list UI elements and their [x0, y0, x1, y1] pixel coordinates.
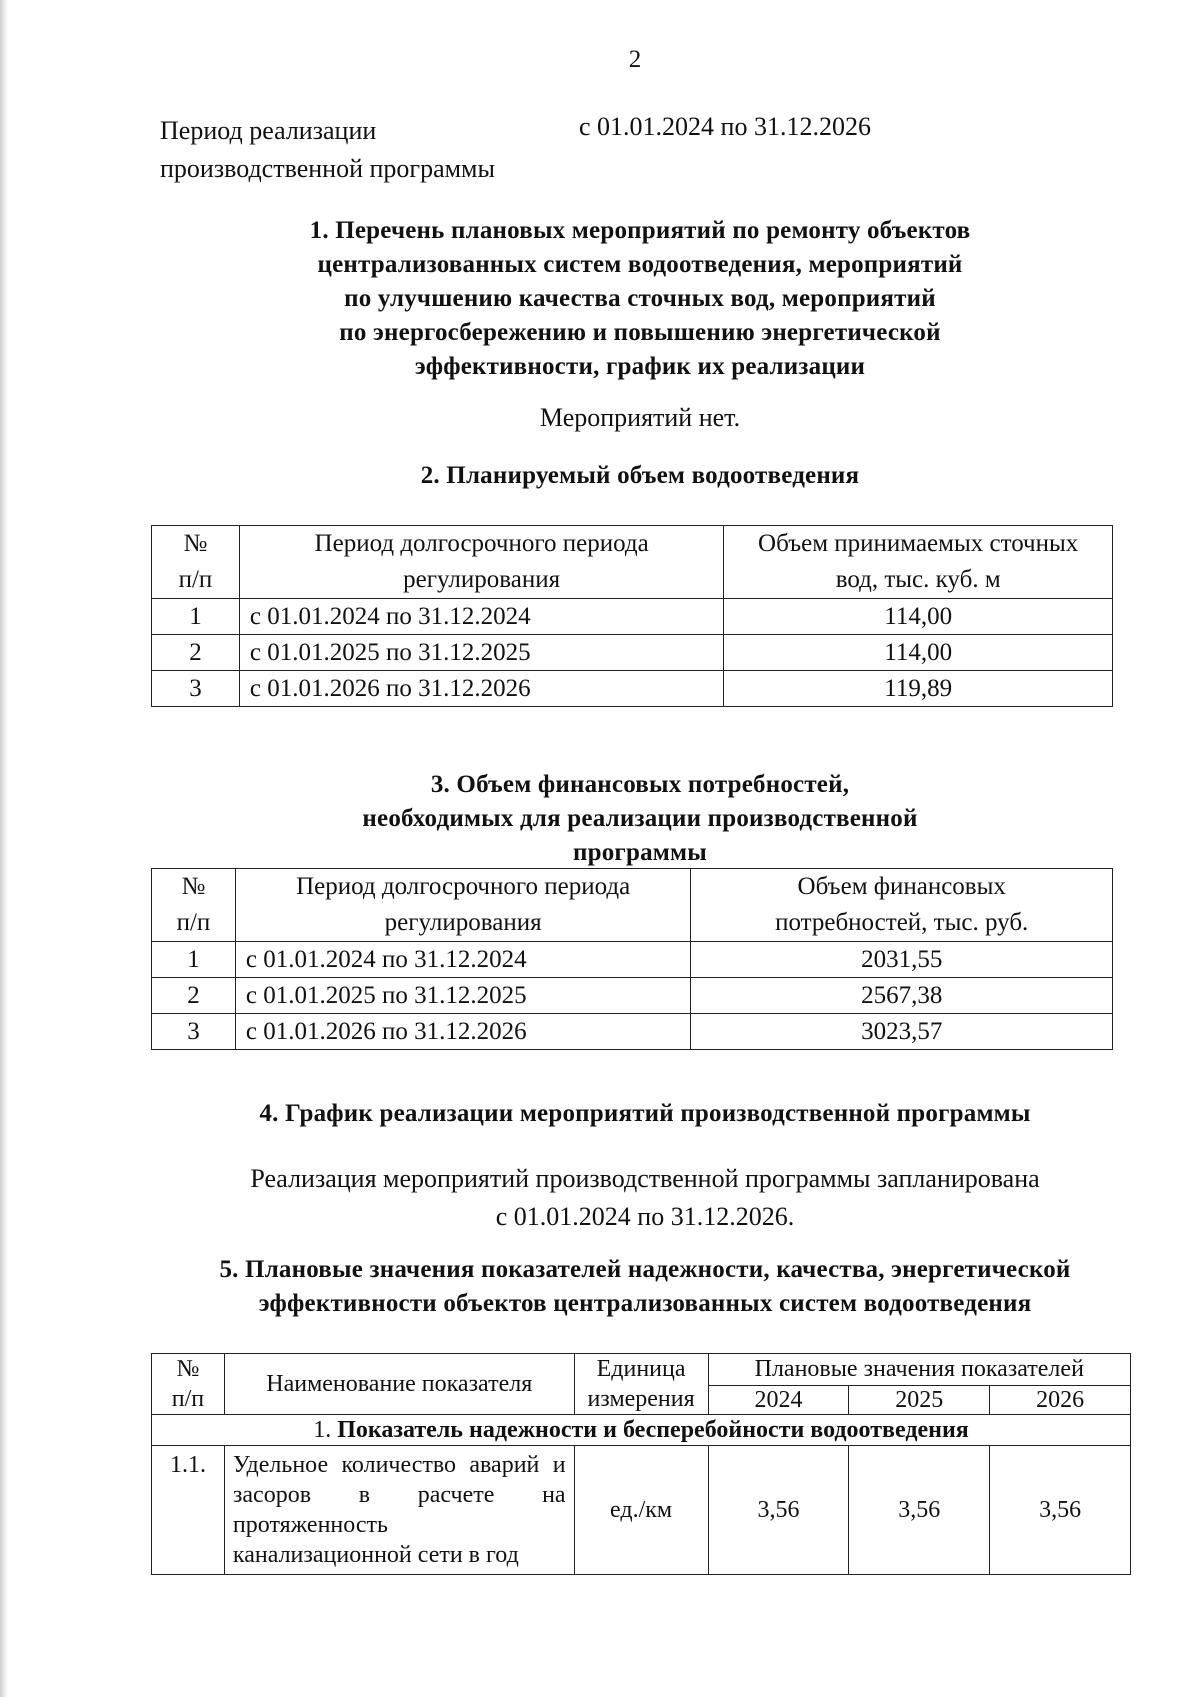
header-num-line: №	[176, 1356, 200, 1382]
header-volume-line: Объем принимаемых сточных	[758, 530, 1079, 557]
header-period-line: регулирования	[403, 566, 561, 593]
group-label: Показатель надежности и бесперебойности водоотведения	[337, 1417, 969, 1443]
header-financial	[691, 869, 1113, 942]
title-line: централизованных систем водоотведения, мероприятий	[317, 251, 963, 278]
title-line: по энергосбережению и повышению энергетической	[339, 319, 941, 346]
period-label-line: производственной программы	[160, 154, 495, 183]
section-3-title	[180, 768, 1100, 870]
header-indicator-name: Наименование показателя	[224, 1354, 574, 1415]
row-period: с 01.01.2026 по 31.12.2026	[239, 671, 723, 707]
header-financial-line: Объем финансовых	[797, 873, 1006, 900]
row-value: 119,89	[724, 671, 1113, 707]
header-year: 2024	[708, 1385, 849, 1414]
title-line: 3. Объем финансовых потребностей,	[430, 771, 850, 798]
table-row	[152, 942, 1113, 978]
row-value-2026: 3,56	[990, 1446, 1131, 1575]
section-2-title: 2. Планируемый объем водоотведения	[420, 462, 860, 489]
group-title	[152, 1415, 1131, 1446]
financial-needs-table	[151, 868, 1113, 1050]
wastewater-volume-table	[151, 525, 1113, 707]
row-period: с 01.01.2025 по 31.12.2025	[239, 635, 723, 671]
header-volume	[724, 526, 1113, 599]
period-label-line: Период реализации	[160, 116, 377, 145]
header-period-line: Период долгосрочного периода	[314, 530, 649, 557]
page-number: 2	[628, 46, 642, 73]
row-value: 114,00	[724, 599, 1113, 635]
title-line: эффективности объектов централизованных систем водоотведения	[258, 1290, 1032, 1317]
row-value: 2031,55	[691, 942, 1113, 978]
header-period-line: регулирования	[384, 909, 542, 936]
header-num-line: №	[181, 873, 206, 900]
header-period	[239, 526, 723, 599]
table-header-row	[152, 869, 1113, 942]
row-num: 2	[152, 635, 240, 671]
row-num: 2	[152, 978, 236, 1014]
header-num-line: п/п	[176, 909, 211, 936]
table-header-row	[152, 526, 1113, 599]
header-num-line: п/п	[171, 1386, 205, 1412]
header-unit-line: Единица	[596, 1356, 686, 1382]
title-line: по улучшению качества сточных вод, мероприятий	[344, 285, 936, 312]
header-financial-line: потребностей, тыс. руб.	[775, 909, 1029, 936]
table-header-row	[152, 1354, 1131, 1386]
row-value: 3023,57	[691, 1014, 1113, 1050]
header-unit	[574, 1354, 708, 1415]
row-value-2024: 3,56	[708, 1446, 849, 1575]
section-4-title: 4. График реализации мероприятий производственной программы	[259, 1100, 1031, 1127]
header-year: 2025	[849, 1385, 990, 1414]
header-num-line: №	[183, 530, 208, 557]
header-num	[152, 526, 240, 599]
table-row	[152, 635, 1113, 671]
header-volume-line: вод, тыс. куб. м	[835, 566, 1001, 593]
table-row	[152, 1446, 1131, 1575]
row-value: 114,00	[724, 635, 1113, 671]
title-line: 1. Перечень плановых мероприятий по ремонту объектов	[309, 217, 971, 244]
table-group-row	[152, 1415, 1131, 1446]
title-line: необходимых для реализации производственной	[362, 805, 918, 832]
row-period: с 01.01.2024 по 31.12.2024	[239, 599, 723, 635]
row-num: 3	[152, 1014, 236, 1050]
row-num: 1.1.	[152, 1446, 225, 1575]
table-row	[152, 1014, 1113, 1050]
header-planned-values: Плановые значения показателей	[708, 1354, 1130, 1386]
header-num	[152, 869, 236, 942]
header-unit-line: измерения	[587, 1386, 695, 1412]
header-period	[235, 869, 691, 942]
row-num: 1	[152, 599, 240, 635]
row-num: 3	[152, 671, 240, 707]
period-label	[160, 112, 560, 188]
row-indicator-name: Удельное количество аварий и засоров в расчете на протяженность канализационной сети в год	[224, 1446, 574, 1575]
table-row	[152, 671, 1113, 707]
section-4-text	[150, 1160, 1140, 1236]
header-num	[152, 1354, 225, 1415]
scan-edge-shadow	[0, 0, 8, 1697]
row-period: с 01.01.2024 по 31.12.2024	[235, 942, 691, 978]
table-row	[152, 599, 1113, 635]
title-line: эффективности, график их реализации	[414, 353, 866, 380]
header-num-line: п/п	[178, 566, 213, 593]
text-line: Реализация мероприятий производственной программы запланирована	[250, 1164, 1040, 1193]
header-period-line: Период долгосрочного периода	[296, 873, 631, 900]
header-year: 2026	[990, 1385, 1131, 1414]
table-row	[152, 978, 1113, 1014]
section-5-title	[150, 1253, 1140, 1321]
period-value: с 01.01.2024 по 31.12.2026	[579, 112, 871, 141]
section-1-title	[180, 214, 1100, 384]
indicators-table	[151, 1353, 1131, 1575]
row-period: с 01.01.2026 по 31.12.2026	[235, 1014, 691, 1050]
group-num: 1.	[313, 1417, 332, 1443]
text-line: с 01.01.2024 по 31.12.2026.	[495, 1202, 795, 1231]
title-line: программы	[573, 839, 707, 866]
row-num: 1	[152, 942, 236, 978]
row-period: с 01.01.2025 по 31.12.2025	[235, 978, 691, 1014]
title-line: 5. Плановые значения показателей надежности, качества, энергетической	[219, 1256, 1071, 1283]
row-unit: ед./км	[574, 1446, 708, 1575]
section-1-text: Мероприятий нет.	[539, 403, 741, 432]
row-value: 2567,38	[691, 978, 1113, 1014]
row-value-2025: 3,56	[849, 1446, 990, 1575]
